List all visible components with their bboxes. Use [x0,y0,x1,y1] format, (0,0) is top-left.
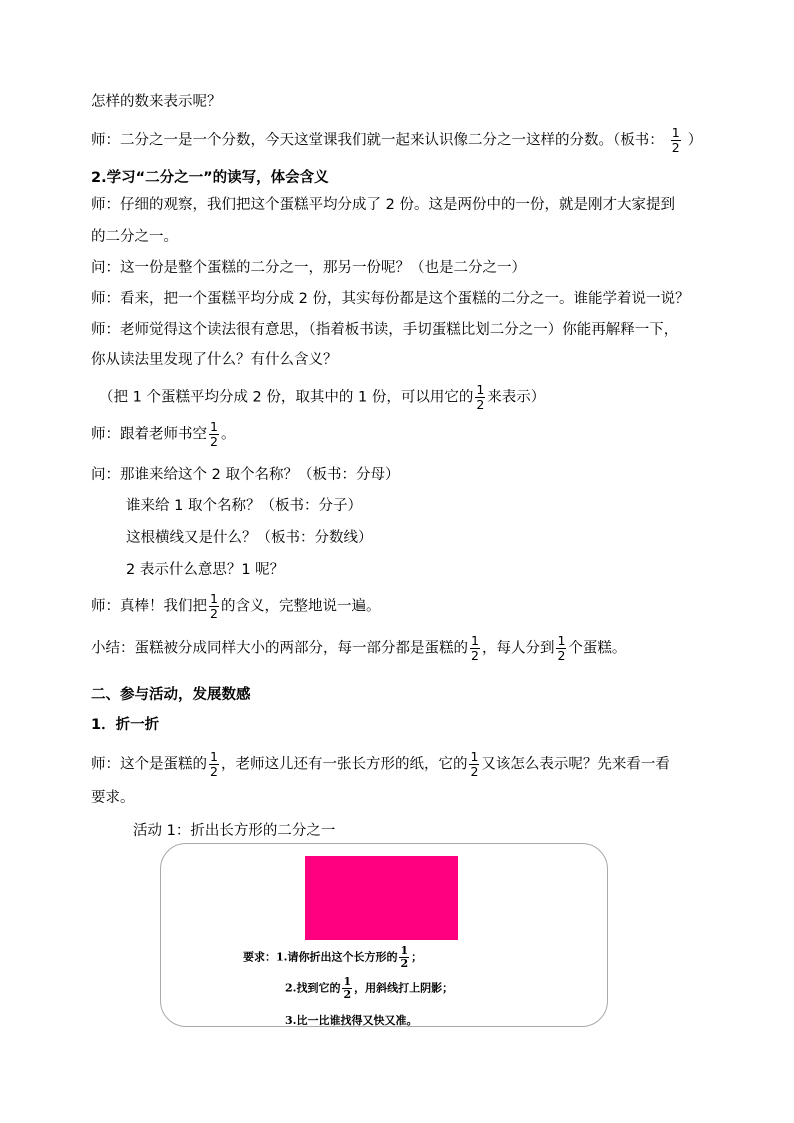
fraction-half: $\frac{1}{2}$ [557,633,566,663]
fraction-half: $\frac{1}{2}$ [471,633,479,663]
section-heading: 1．折一折 [91,717,160,733]
requirement-1: 要求：1.请你折出这个长方形的 $\frac{1}{2}$ ； [243,944,423,970]
text-line: 问：那谁来给这个 2 取个名称？（板书：分母） [91,467,400,483]
pink-rectangle [305,856,458,940]
text-line: 小结：蛋糕被分成同样大小的两部分，每一部分都是蛋糕的 $\frac{1}{2}$ ，每人分到 $\frac{1}{2}$ 个蛋糕。 [91,633,627,663]
text-line: 师：仔细的观察，我们把这个蛋糕平均分成了 2 份。这是两份中的一份，就是刚才大家提到 [91,197,675,213]
fraction-half: $\frac{1}{2}$ [671,125,680,155]
fraction-half: $\frac{1}{2}$ [470,749,479,779]
requirement-3: 3.比一比谁找得又快又准。 [285,1014,418,1027]
text-line: 师：跟着老师书空 $\frac{1}{2}$ 。 [91,419,236,449]
text-line: 师：老师觉得这个读法很有意思，（指着板书读，手切蛋糕比划二分之一）你能再解释一下， [91,322,679,338]
text-line: 2 表示什么意思？1 呢？ [126,562,285,578]
text-line: 要求。 [91,790,135,806]
text-line: 师：看来，把一个蛋糕平均分成 2 份，其实每份都是这个蛋糕的二分之一。谁能学着说一说？ [91,291,690,307]
text-line: 师：二分之一是一个分数，今天这堂课我们就一起来认识像二分之一这样的分数。（板书： $\frac{1}{2}$ ） [91,125,703,155]
activity-title: 活动 1：折出长方形的二分之一 [133,823,336,839]
activity-box [160,843,608,1027]
text-line: （把 1 个蛋糕平均分成 2 份，取其中的 1 份，可以用它的 $\frac{1}{2}$ 来表示） [99,382,546,412]
fraction-half: $\frac{1}{2}$ [343,975,352,1001]
fraction-half: $\frac{1}{2}$ [210,749,218,779]
fraction-half: $\frac{1}{2}$ [210,419,218,449]
text-line: 怎样的数来表示呢？ [91,94,222,110]
requirement-2: 2.找到它的 $\frac{1}{2}$ ，用斜线打上阴影； [285,975,454,1001]
text-line: 问：这一份是整个蛋糕的二分之一，那另一份呢？（也是二分之一） [91,260,526,276]
text-line: 你从读法里发现了什么？有什么含义？ [91,352,338,368]
section-heading: 二、参与活动，发展数感 [91,687,251,703]
text-line: 谁来给 1 取个名称？（板书：分子） [126,498,362,514]
fraction-half: $\frac{1}{2}$ [400,944,409,970]
text-line: 师：真棒！我们把 $\frac{1}{2}$ 的含义，完整地说一遍。 [91,591,381,621]
text-line: 的二分之一。 [91,229,178,245]
text-line: 这根横线又是什么？（板书：分数线） [126,530,373,546]
fraction-half: $\frac{1}{2}$ [476,382,485,412]
section-heading: 2.学习“二分之一”的读写，体会含义 [91,170,329,186]
fraction-half: $\frac{1}{2}$ [210,591,218,621]
text-line: 师：这个是蛋糕的 $\frac{1}{2}$ ，老师这儿还有一张长方形的纸，它的 $\frac{1}{2}$ 又该怎么表示呢？先来看一看 [91,749,670,779]
